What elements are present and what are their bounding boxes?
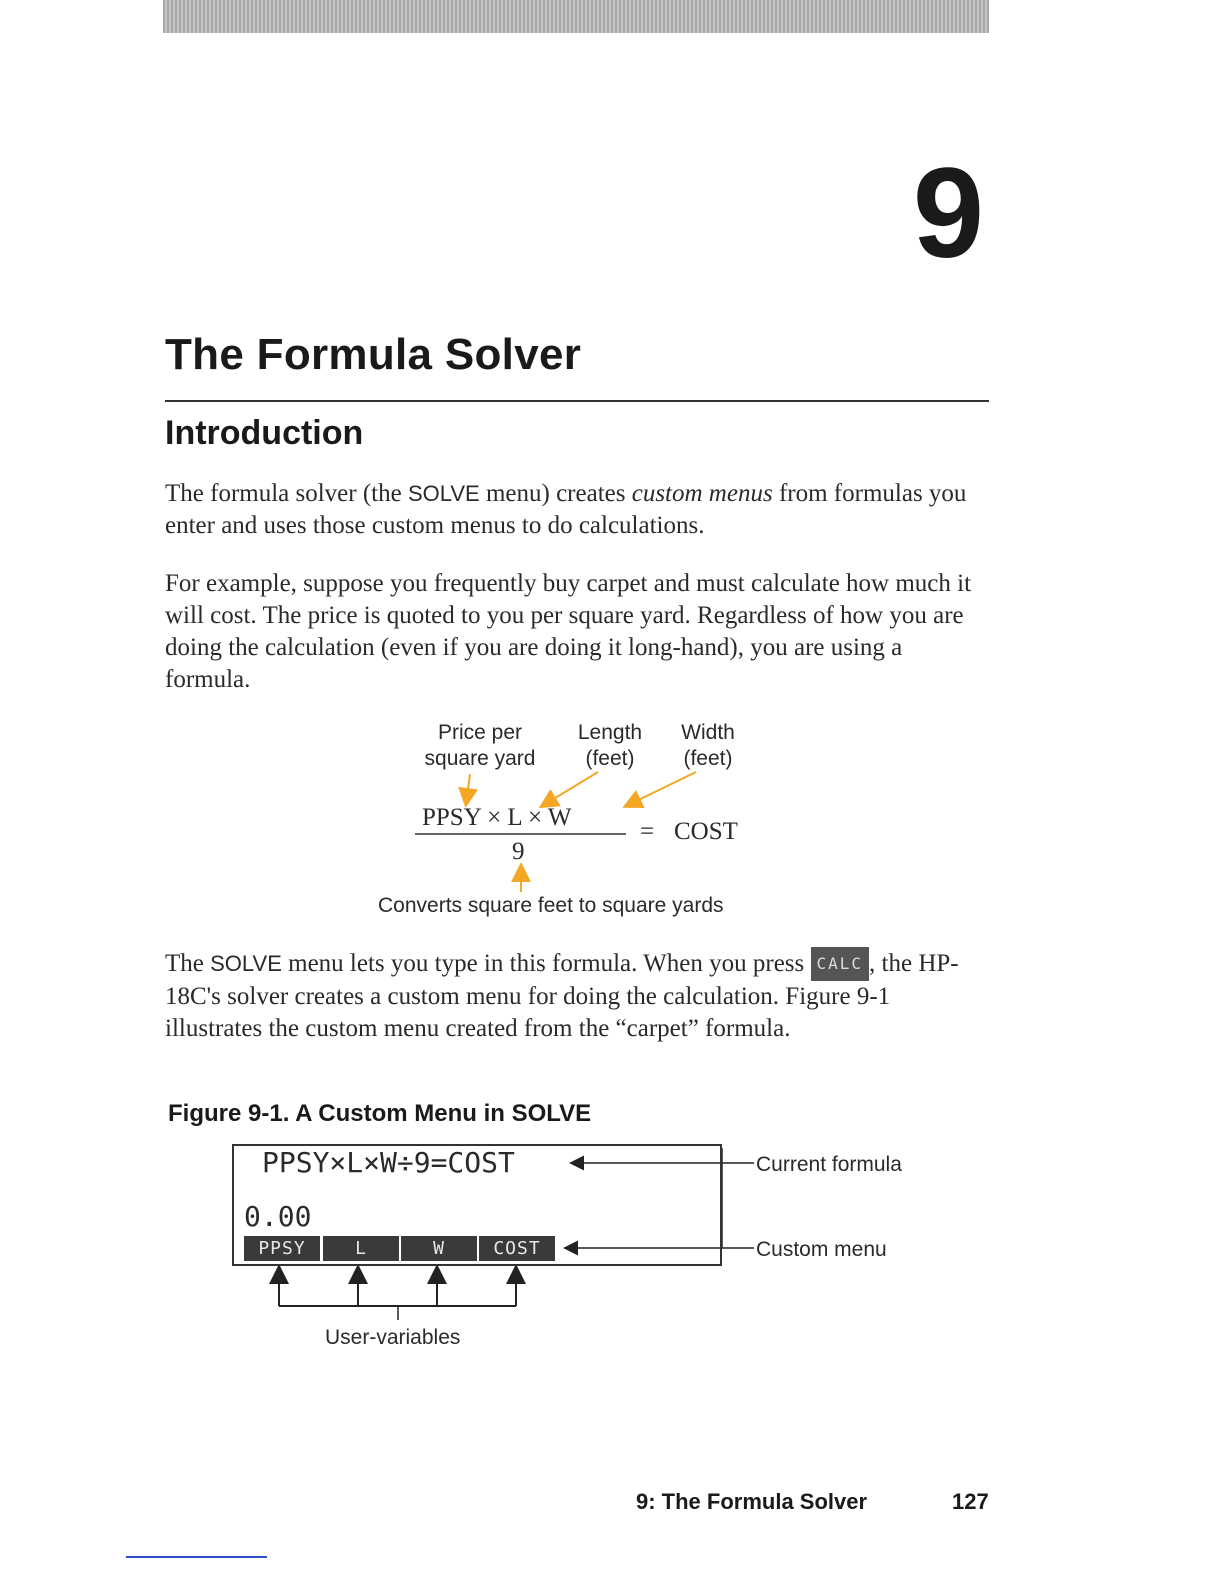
formula-numerator: PPSY × L × W bbox=[422, 804, 572, 831]
calc-key: CALC bbox=[811, 947, 870, 981]
p3-text-a: The bbox=[165, 950, 211, 977]
arrow-length bbox=[542, 772, 598, 806]
chapter-title: The Formula Solver bbox=[165, 330, 582, 379]
label-width-line2: (feet) bbox=[683, 747, 733, 770]
p3-solve-menu: SOLVE bbox=[210, 951, 282, 976]
menu-key-l: L bbox=[323, 1236, 399, 1261]
formula-equals: = bbox=[640, 818, 655, 845]
label-width-line1: Width bbox=[681, 721, 735, 744]
formula-denominator: 9 bbox=[512, 838, 525, 865]
formula-result: COST bbox=[674, 818, 738, 845]
menu-key-ppsy: PPSY bbox=[244, 1236, 320, 1261]
paragraph-solve bbox=[165, 947, 989, 1045]
lcd-formula: PPSY×L×W÷9=COST bbox=[262, 1146, 515, 1179]
p1-emphasis: custom menus bbox=[631, 480, 773, 507]
chapter-number: 9 bbox=[912, 142, 984, 285]
label-length-line2: (feet) bbox=[585, 747, 635, 770]
p3-text-c: , the HP-18C's solver creates a custom menu for doing the calculation. Figure 9-1 illustrates the custom menu created from the “carpet” formula. bbox=[165, 950, 959, 1042]
arrow-width bbox=[626, 772, 696, 806]
label-price-line1: Price per bbox=[437, 721, 523, 744]
arrow-price bbox=[466, 774, 470, 804]
menu-key-w: W bbox=[401, 1236, 477, 1261]
p1-solve-menu: SOLVE bbox=[407, 481, 480, 506]
p1-text-c: from formulas you enter and uses those custom menus to do calculations. bbox=[165, 480, 967, 539]
label-length-line1: Length bbox=[577, 721, 643, 744]
footer-running-title: 9: The Formula Solver bbox=[636, 1489, 868, 1514]
footer-page-number: 127 bbox=[952, 1489, 989, 1514]
p1-text-a: The formula solver (the bbox=[165, 480, 408, 507]
bottom-accent-line bbox=[126, 1556, 267, 1558]
label-price-line2: square yard bbox=[424, 747, 536, 770]
callout-user-variables: User-variables bbox=[325, 1326, 461, 1349]
p1-text-b: menu) creates bbox=[479, 480, 632, 507]
section-title: Introduction bbox=[165, 414, 364, 452]
figure-caption: Figure 9-1. A Custom Menu in SOLVE bbox=[168, 1100, 592, 1127]
formula-note: Converts square feet to square yards bbox=[378, 894, 724, 917]
lcd-value: 0.00 bbox=[244, 1200, 312, 1233]
callout-custom-menu: Custom menu bbox=[756, 1238, 887, 1261]
menu-key-cost: COST bbox=[479, 1236, 555, 1261]
p3-text-b: menu lets you type in this formula. When you press bbox=[281, 950, 811, 977]
paragraph-example: For example, suppose you frequently buy carpet and must calculate how much it will cost. The price is quoted to you per square yard. Regardless of how you are doing the calculation (even if you are doing it long-hand), you are using a formula. bbox=[165, 570, 972, 693]
callout-current-formula: Current formula bbox=[756, 1153, 902, 1176]
